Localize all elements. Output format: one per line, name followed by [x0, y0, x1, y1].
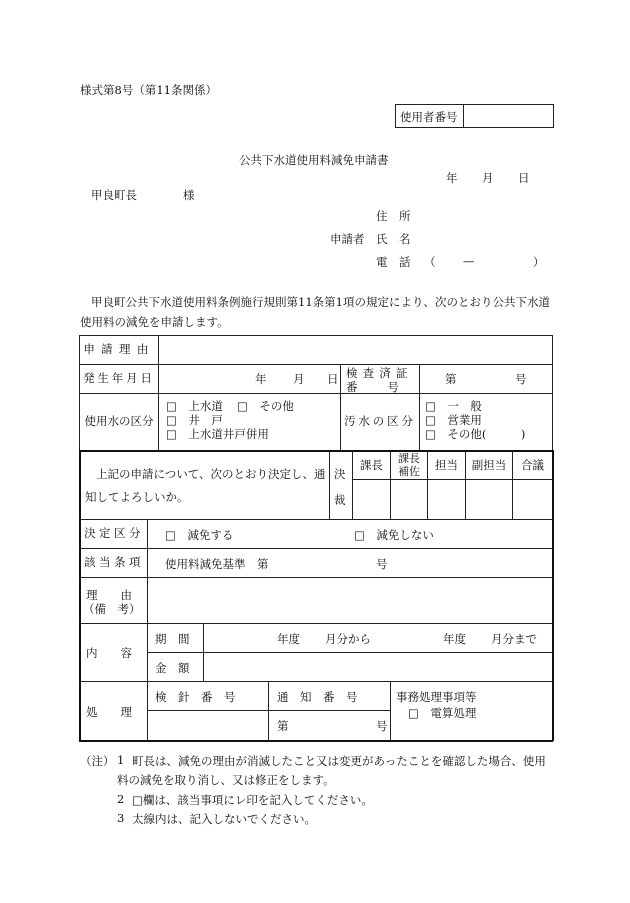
meter-number-label: 検 針 番 号 — [155, 690, 236, 704]
thick-rule — [79, 450, 81, 741]
intro-line-2: 使用料の減免を申請します。 — [80, 315, 229, 329]
note-2-line-1: □欄は、該当事項にレ印を記入してください。 — [132, 793, 373, 807]
addressee-honorific: 様 — [183, 188, 195, 202]
inspection-number-label — [346, 379, 429, 395]
inspection-number-text: 番号 — [346, 380, 429, 394]
rule — [147, 519, 148, 740]
office-label: 事務処理事項等 — [396, 690, 477, 704]
occurrence-date-label: 発生年月日 — [83, 371, 155, 386]
intro-line-1: 甲良町公共下水道使用料条例施行規則第11条第1項の規定により、次のとおり公共下水道 — [91, 295, 550, 309]
date-year: 年 — [446, 171, 458, 185]
decision-option-not-exempt[interactable]: □ 減免しない — [354, 528, 434, 542]
note-3-num: 3 — [117, 811, 125, 825]
user-number-field[interactable] — [470, 105, 550, 125]
period-to-year: 年度 — [443, 632, 466, 646]
phone-close: ） — [533, 255, 545, 269]
clause-text: 使用料減免基準 第 — [165, 557, 269, 571]
clause-go: 号 — [376, 557, 388, 571]
notice-number-label: 通 知 番 号 — [277, 690, 358, 704]
notes-prefix: （注） — [80, 754, 115, 768]
amount-field[interactable] — [206, 655, 551, 680]
reason-note-label: 理 由 — [86, 588, 132, 602]
note-1-line-1: 町長は、減免の理由が消滅したこと又は変更があったことを確認した場合、使用 — [132, 754, 546, 768]
user-number-divider — [463, 104, 464, 128]
reason-field[interactable] — [160, 337, 550, 363]
phone-dash: — — [463, 254, 475, 268]
rule — [79, 548, 553, 549]
reason-label: 申請理由 — [83, 342, 155, 357]
rule — [203, 623, 204, 681]
water-option-other[interactable]: □ その他 — [237, 399, 294, 413]
reason-note-field[interactable] — [150, 580, 550, 621]
sewage-option-other[interactable]: □ その他( ) — [425, 427, 526, 441]
content-label: 内 容 — [86, 646, 132, 660]
period-label: 期 間 — [155, 632, 190, 646]
inspection-go: 号 — [515, 372, 527, 386]
date-month: 月 — [482, 171, 494, 185]
rule — [419, 364, 420, 450]
approver-deputy-chief: 課長補佐 — [398, 451, 420, 478]
note-2-num: 2 — [117, 792, 125, 806]
rule — [352, 479, 552, 480]
period-from-year: 年度 — [277, 632, 300, 646]
decision-option-exempt[interactable]: □ 減免する — [165, 528, 234, 542]
inspection-dai: 第 — [445, 372, 457, 386]
thick-rule — [552, 450, 554, 741]
period-to-month: 月分まで — [491, 632, 537, 646]
thick-rule — [79, 740, 553, 742]
note-1-line-2: 料の減免を取り消し、又は修正をします。 — [117, 773, 335, 787]
occurrence-year: 年 — [255, 372, 267, 386]
occurrence-month: 月 — [293, 372, 305, 386]
period-from-month: 月分から — [325, 632, 371, 646]
request-line-1: 上記の申請について、次のとおり決定し、通 — [96, 467, 326, 481]
occurrence-day: 日 — [327, 372, 339, 386]
approver-staff: 担当 — [435, 457, 458, 472]
notice-dai: 第 — [277, 719, 289, 733]
user-number-label: 使用者番号 — [400, 110, 458, 124]
rule — [268, 681, 269, 740]
computer-processing-option[interactable]: □ 電算処理 — [408, 706, 477, 720]
approver-consultation: 合議 — [521, 457, 544, 472]
decision-type-label: 決定区分 — [84, 526, 144, 541]
inspection-label: 検査済証 — [346, 366, 413, 380]
rule — [158, 335, 159, 450]
kessai-2: 裁 — [334, 493, 346, 507]
kessai-1: 決 — [334, 467, 346, 481]
request-line-2: 知してよろしいか。 — [85, 490, 189, 504]
phone-label: 電 話 — [376, 255, 411, 269]
sewage-type-label: 汚水の区分 — [344, 414, 416, 429]
phone-open: （ — [424, 255, 436, 269]
form-title: 公共下水道使用料減免申請書 — [239, 153, 389, 167]
water-type-label: 使用水の区分 — [84, 414, 154, 429]
note-3-line-1: 太線内は、記入しないでください。 — [132, 812, 316, 826]
address-label: 住 所 — [376, 209, 411, 223]
approver-sub-staff: 副担当 — [471, 457, 507, 472]
approver-section-chief: 課長 — [360, 457, 383, 472]
form-id: 様式第8号（第11条関係） — [80, 83, 217, 97]
rule — [79, 623, 553, 624]
rule — [147, 652, 553, 653]
addressee-name: 甲良町長 — [91, 188, 137, 202]
date-day: 日 — [518, 171, 530, 185]
clause-label: 該当条項 — [84, 555, 144, 570]
sewage-option-general[interactable]: □ 一 般 — [425, 399, 482, 413]
water-option-well[interactable]: □ 井 戸 — [166, 413, 223, 427]
notice-go: 号 — [376, 719, 388, 733]
rule — [79, 681, 553, 682]
name-label: 氏 名 — [376, 232, 411, 246]
rule — [552, 335, 553, 450]
water-option-waterworks[interactable]: □ 上水道 — [166, 399, 223, 413]
rule — [79, 577, 553, 578]
applicant-label: 申請者 — [330, 232, 365, 246]
note-1-num: 1 — [117, 753, 125, 767]
rule — [329, 451, 330, 519]
amount-label: 金 額 — [155, 661, 190, 675]
sewage-option-business[interactable]: □ 営業用 — [425, 413, 482, 427]
processing-label: 処 理 — [86, 705, 132, 719]
water-option-combined[interactable]: □ 上水道井戸併用 — [166, 427, 269, 441]
rule — [390, 681, 391, 740]
reason-note-sub: （備 考） — [83, 602, 141, 616]
rule — [79, 519, 553, 520]
